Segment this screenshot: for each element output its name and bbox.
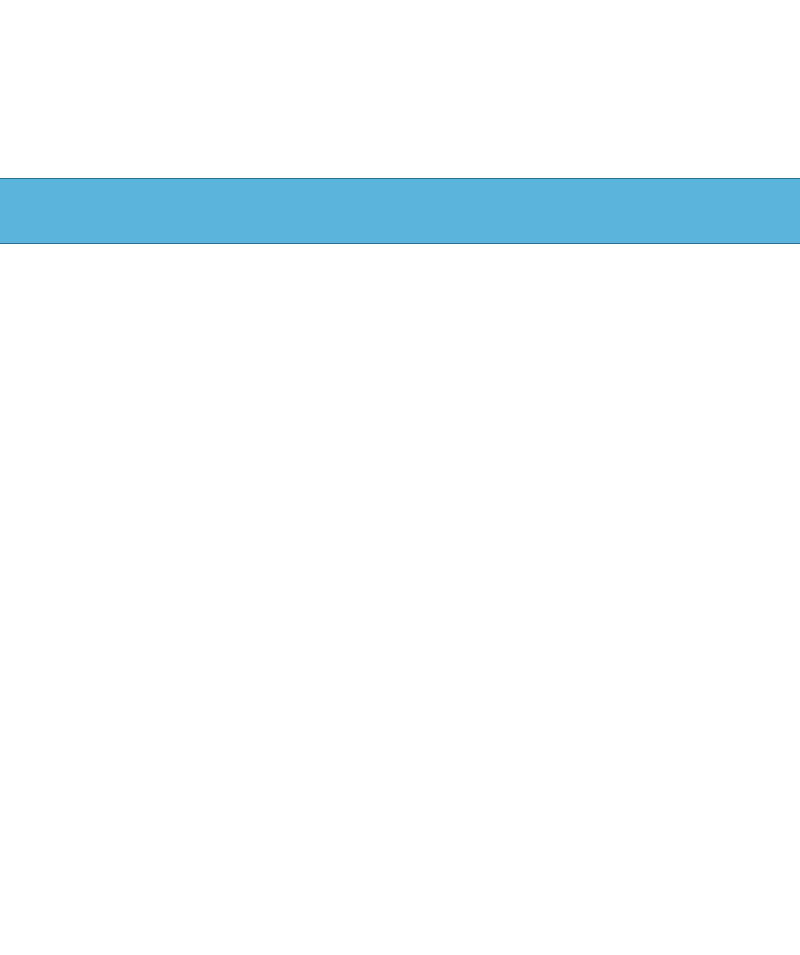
type-figures: [0, 0, 800, 176]
table-body: [0, 243, 800, 917]
table-header: [0, 178, 800, 244]
legend: [0, 926, 800, 948]
